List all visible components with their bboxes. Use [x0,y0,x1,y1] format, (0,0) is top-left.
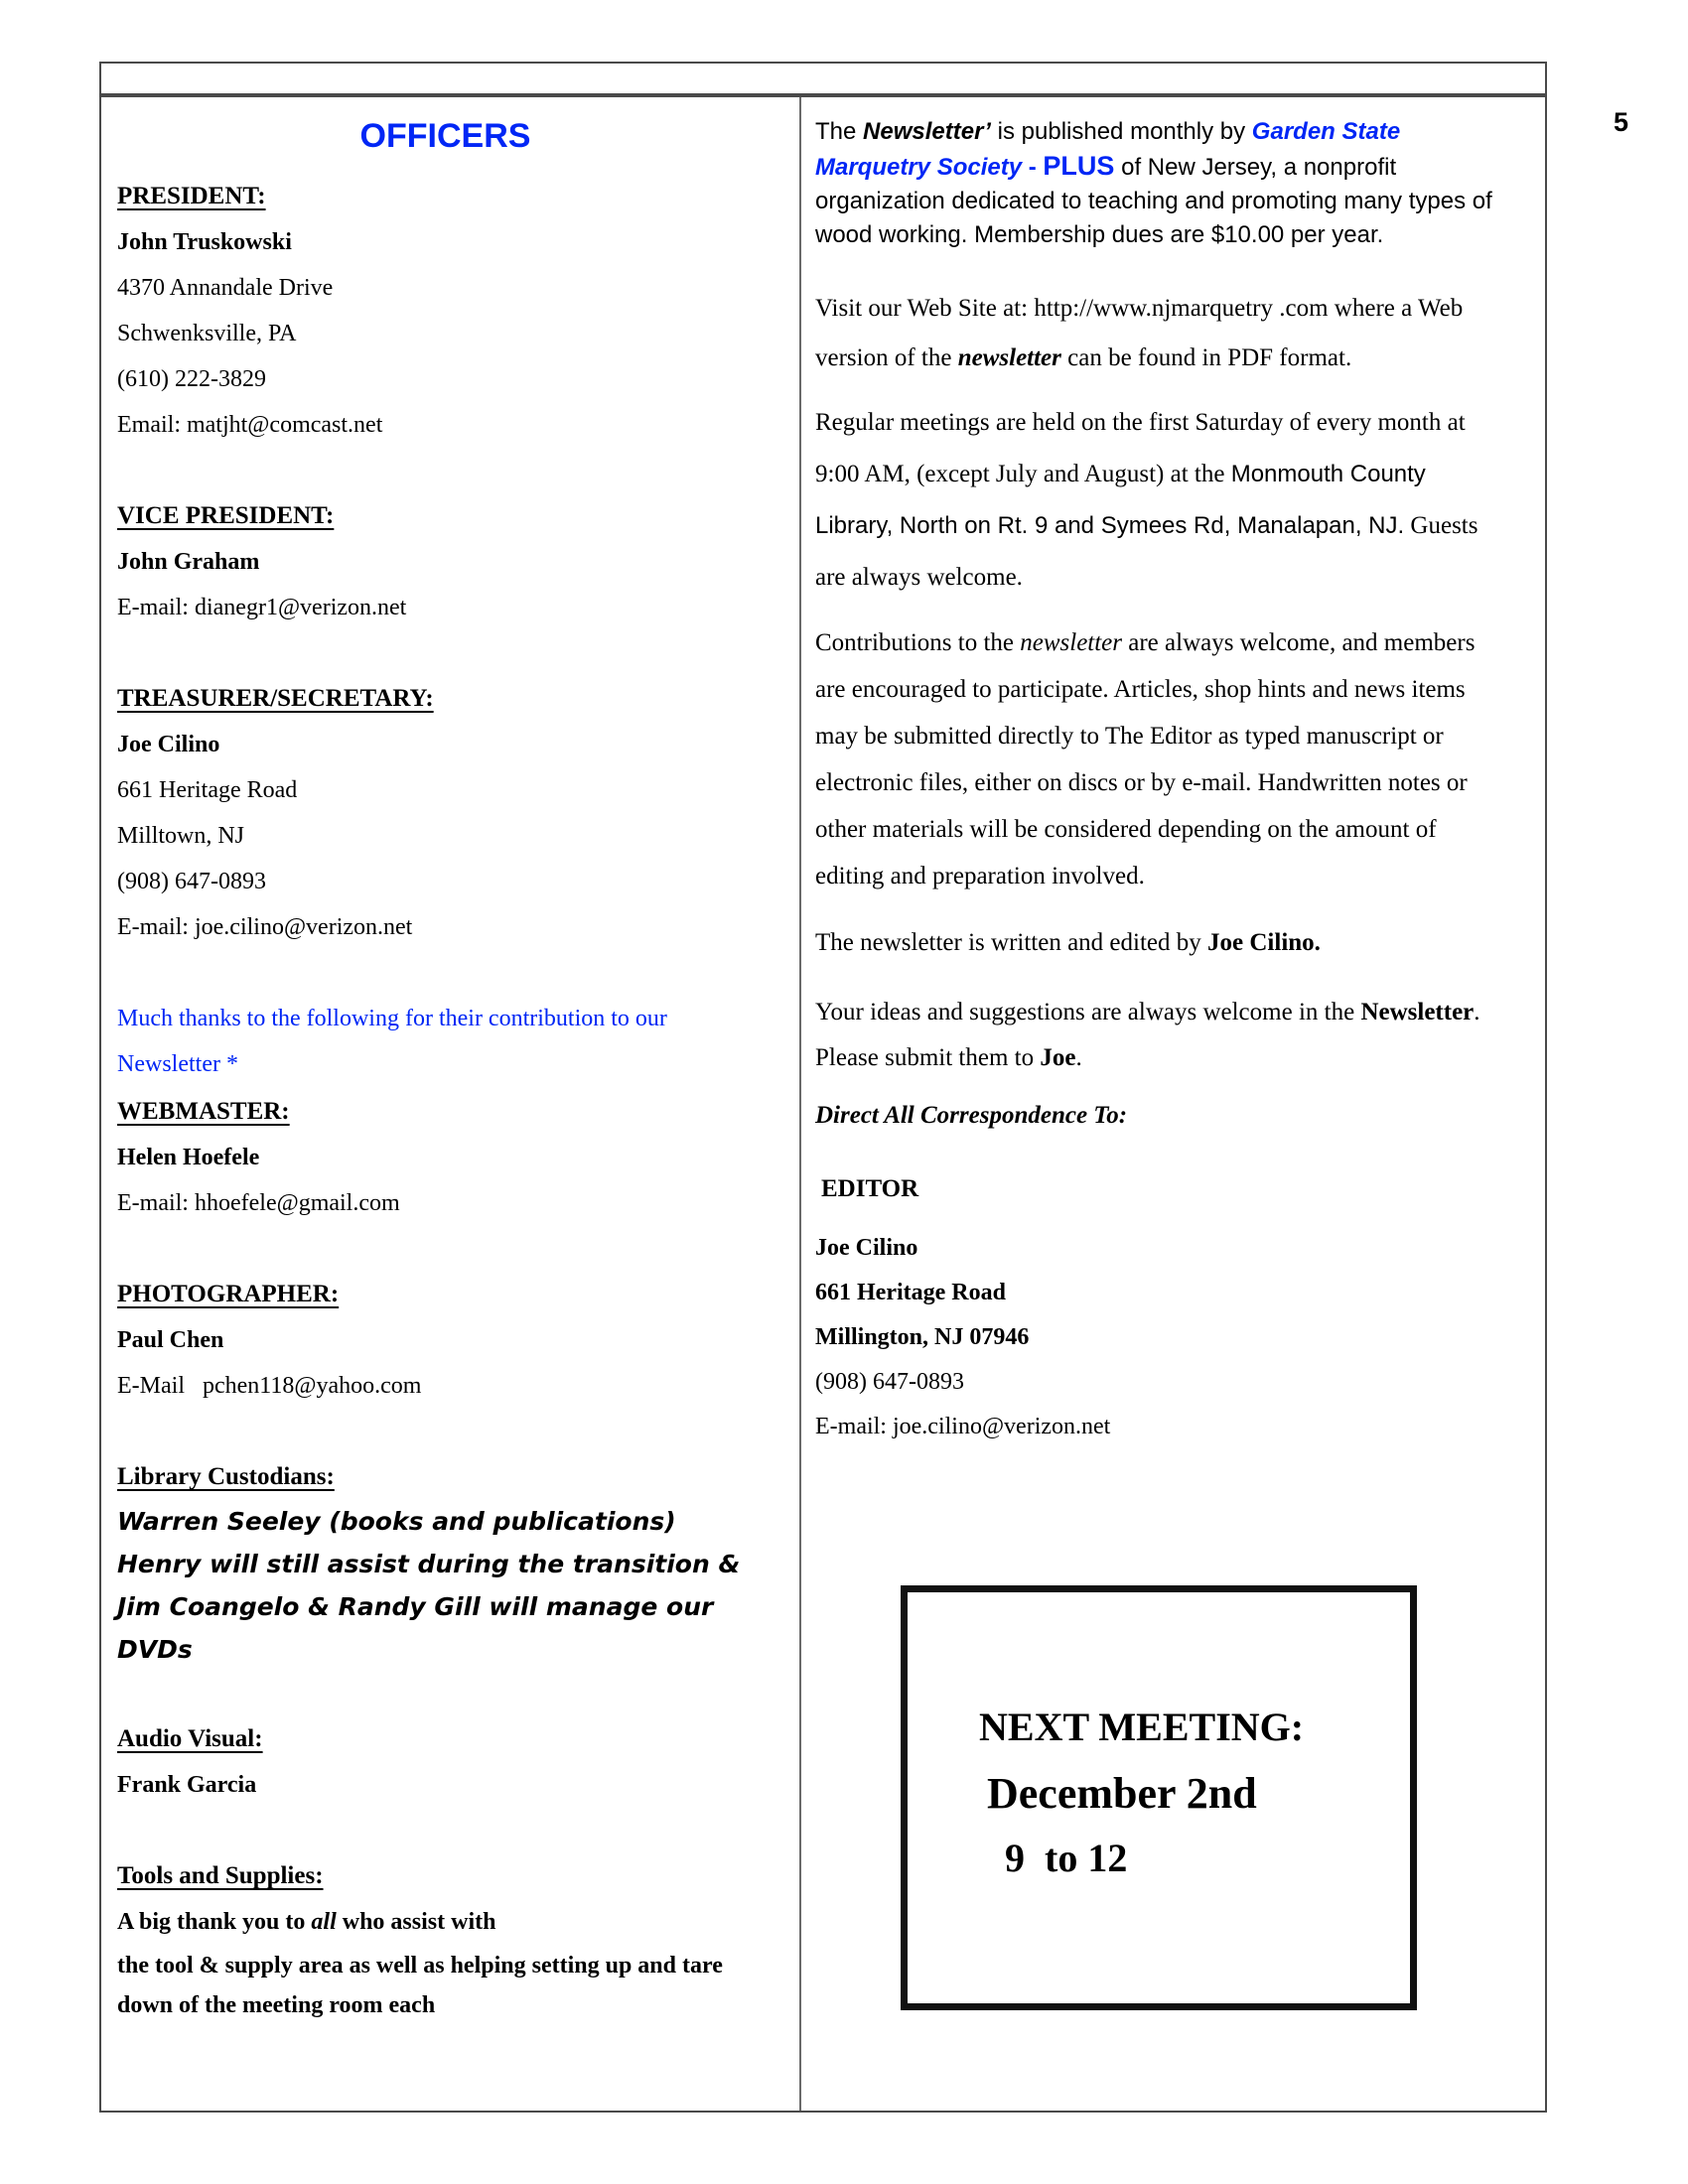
top-border-strip [99,62,1547,95]
president-heading: PRESIDENT: [117,183,266,209]
email-line: Email: matjht@comcast.net [117,412,383,438]
section-tools-supplies [117,1853,774,2025]
email-line: E-mail: hhoefele@gmail.com [117,1190,400,1216]
address-line: 661 Heritage Road [117,777,298,803]
thanks-note: Much thanks to the following for their contribution to our Newsletter * [117,1006,667,1077]
vice-president-heading: VICE PRESIDENT: [117,502,335,529]
editor-phone: (908) 647-0893 [815,1369,964,1395]
editor-email: E-mail: joe.cilino@verizon.net [815,1414,1111,1439]
section-library-custodians [117,1454,774,1671]
section-webmaster [117,1089,774,1226]
editor-label: EDITOR [821,1175,919,1202]
address-line: Milltown, NJ [117,823,245,849]
officers-title: OFFICERS [359,117,531,155]
audio-visual-heading: Audio Visual: [117,1725,263,1752]
webmaster-name: Helen Hoefele [117,1145,260,1170]
tools-line: A big thank you to all who assist with [117,1909,496,1935]
treasurer-heading: TREASURER/SECRETARY: [117,685,434,712]
correspondence-heading: Direct All Correspondence To: [815,1102,1128,1129]
address-line: Schwenksville, PA [117,321,297,346]
website-paragraph: Visit our Web Site at: http://www.njmarquetry .com where a Web version of the newsletter can be found in PDF format. [815,295,1464,371]
meetings-paragraph: Regular meetings are held on the first Saturday of every month at 9:00 AM, (except July and August) at the Monmouth County Library, North on Rt. 9 and Symees Rd, Manalapan, NJ. Guests are always welcome. [815,409,1478,591]
section-treasurer [117,676,774,950]
library-heading: Library Custodians: [117,1463,335,1490]
audio-visual-name: Frank Garcia [117,1772,257,1798]
section-photographer [117,1272,774,1409]
photographer-heading: PHOTOGRAPHER: [117,1281,340,1307]
section-vice-president [117,493,774,630]
tools-heading: Tools and Supplies: [117,1862,324,1889]
tools-line: the tool & supply area as well as helping setting up and tare down of the meeting room each [117,1953,723,2018]
phone-line: (908) 647-0893 [117,869,266,894]
content-frame [99,95,1547,2113]
treasurer-name: Joe Cilino [117,732,220,757]
email-line: E-mail: joe.cilino@verizon.net [117,914,413,940]
newsletter-info-column [801,97,1545,2111]
suggestions-paragraph: Your ideas and suggestions are always welcome in the Newsletter. Please submit them to Joe. [815,999,1480,1071]
next-meeting-title: NEXT MEETING: [979,1705,1305,1749]
phone-line: (610) 222-3829 [117,366,266,392]
vice-president-name: John Graham [117,549,260,575]
library-line: Warren Seeley (books and publications) [117,1507,676,1536]
editor-credit-paragraph: The newsletter is written and edited by Joe Cilino. [815,929,1321,956]
editor-address: Millington, NJ 07946 [815,1324,1030,1350]
editor-contact-block [815,1226,1509,1449]
section-president [117,174,774,448]
section-audio-visual [117,1716,774,1808]
photographer-name: Paul Chen [117,1327,224,1353]
president-name: John Truskowski [117,229,292,255]
library-line: Henry will still assist during the transition & Jim Coangelo & Randy Gill will manage our DVDs [117,1550,741,1664]
next-meeting-date: December 2nd [987,1769,1257,1818]
next-meeting-time: 9 to 12 [1005,1836,1128,1880]
publication-paragraph: The Newsletter’ is published monthly by Garden State Marquetry Society - PLUS of New Jersey, a nonprofit organization dedicated to teaching and promoting many types of wood working. Membership dues are $10.00 per year. [815,118,1492,248]
email-line: E-Mail pchen118@yahoo.com [117,1373,422,1399]
contributions-paragraph: Contributions to the newsletter are always welcome, and members are encouraged to participate. Articles, shop hints and news items may be submitted directly to The Editor as typed manuscript or electronic files, either on discs or by e-mail. Handwritten notes or other materials will be considered depending on the amount of editing and preparation involved. [815,629,1476,889]
webmaster-heading: WEBMASTER: [117,1098,290,1125]
editor-address: 661 Heritage Road [815,1280,1006,1305]
address-line: 4370 Annandale Drive [117,275,334,301]
next-meeting-box [901,1585,1417,2010]
email-line: E-mail: dianegr1@verizon.net [117,595,407,620]
editor-name: Joe Cilino [815,1235,918,1261]
page-number: 5 [1614,107,1629,137]
officers-column [101,97,801,2111]
